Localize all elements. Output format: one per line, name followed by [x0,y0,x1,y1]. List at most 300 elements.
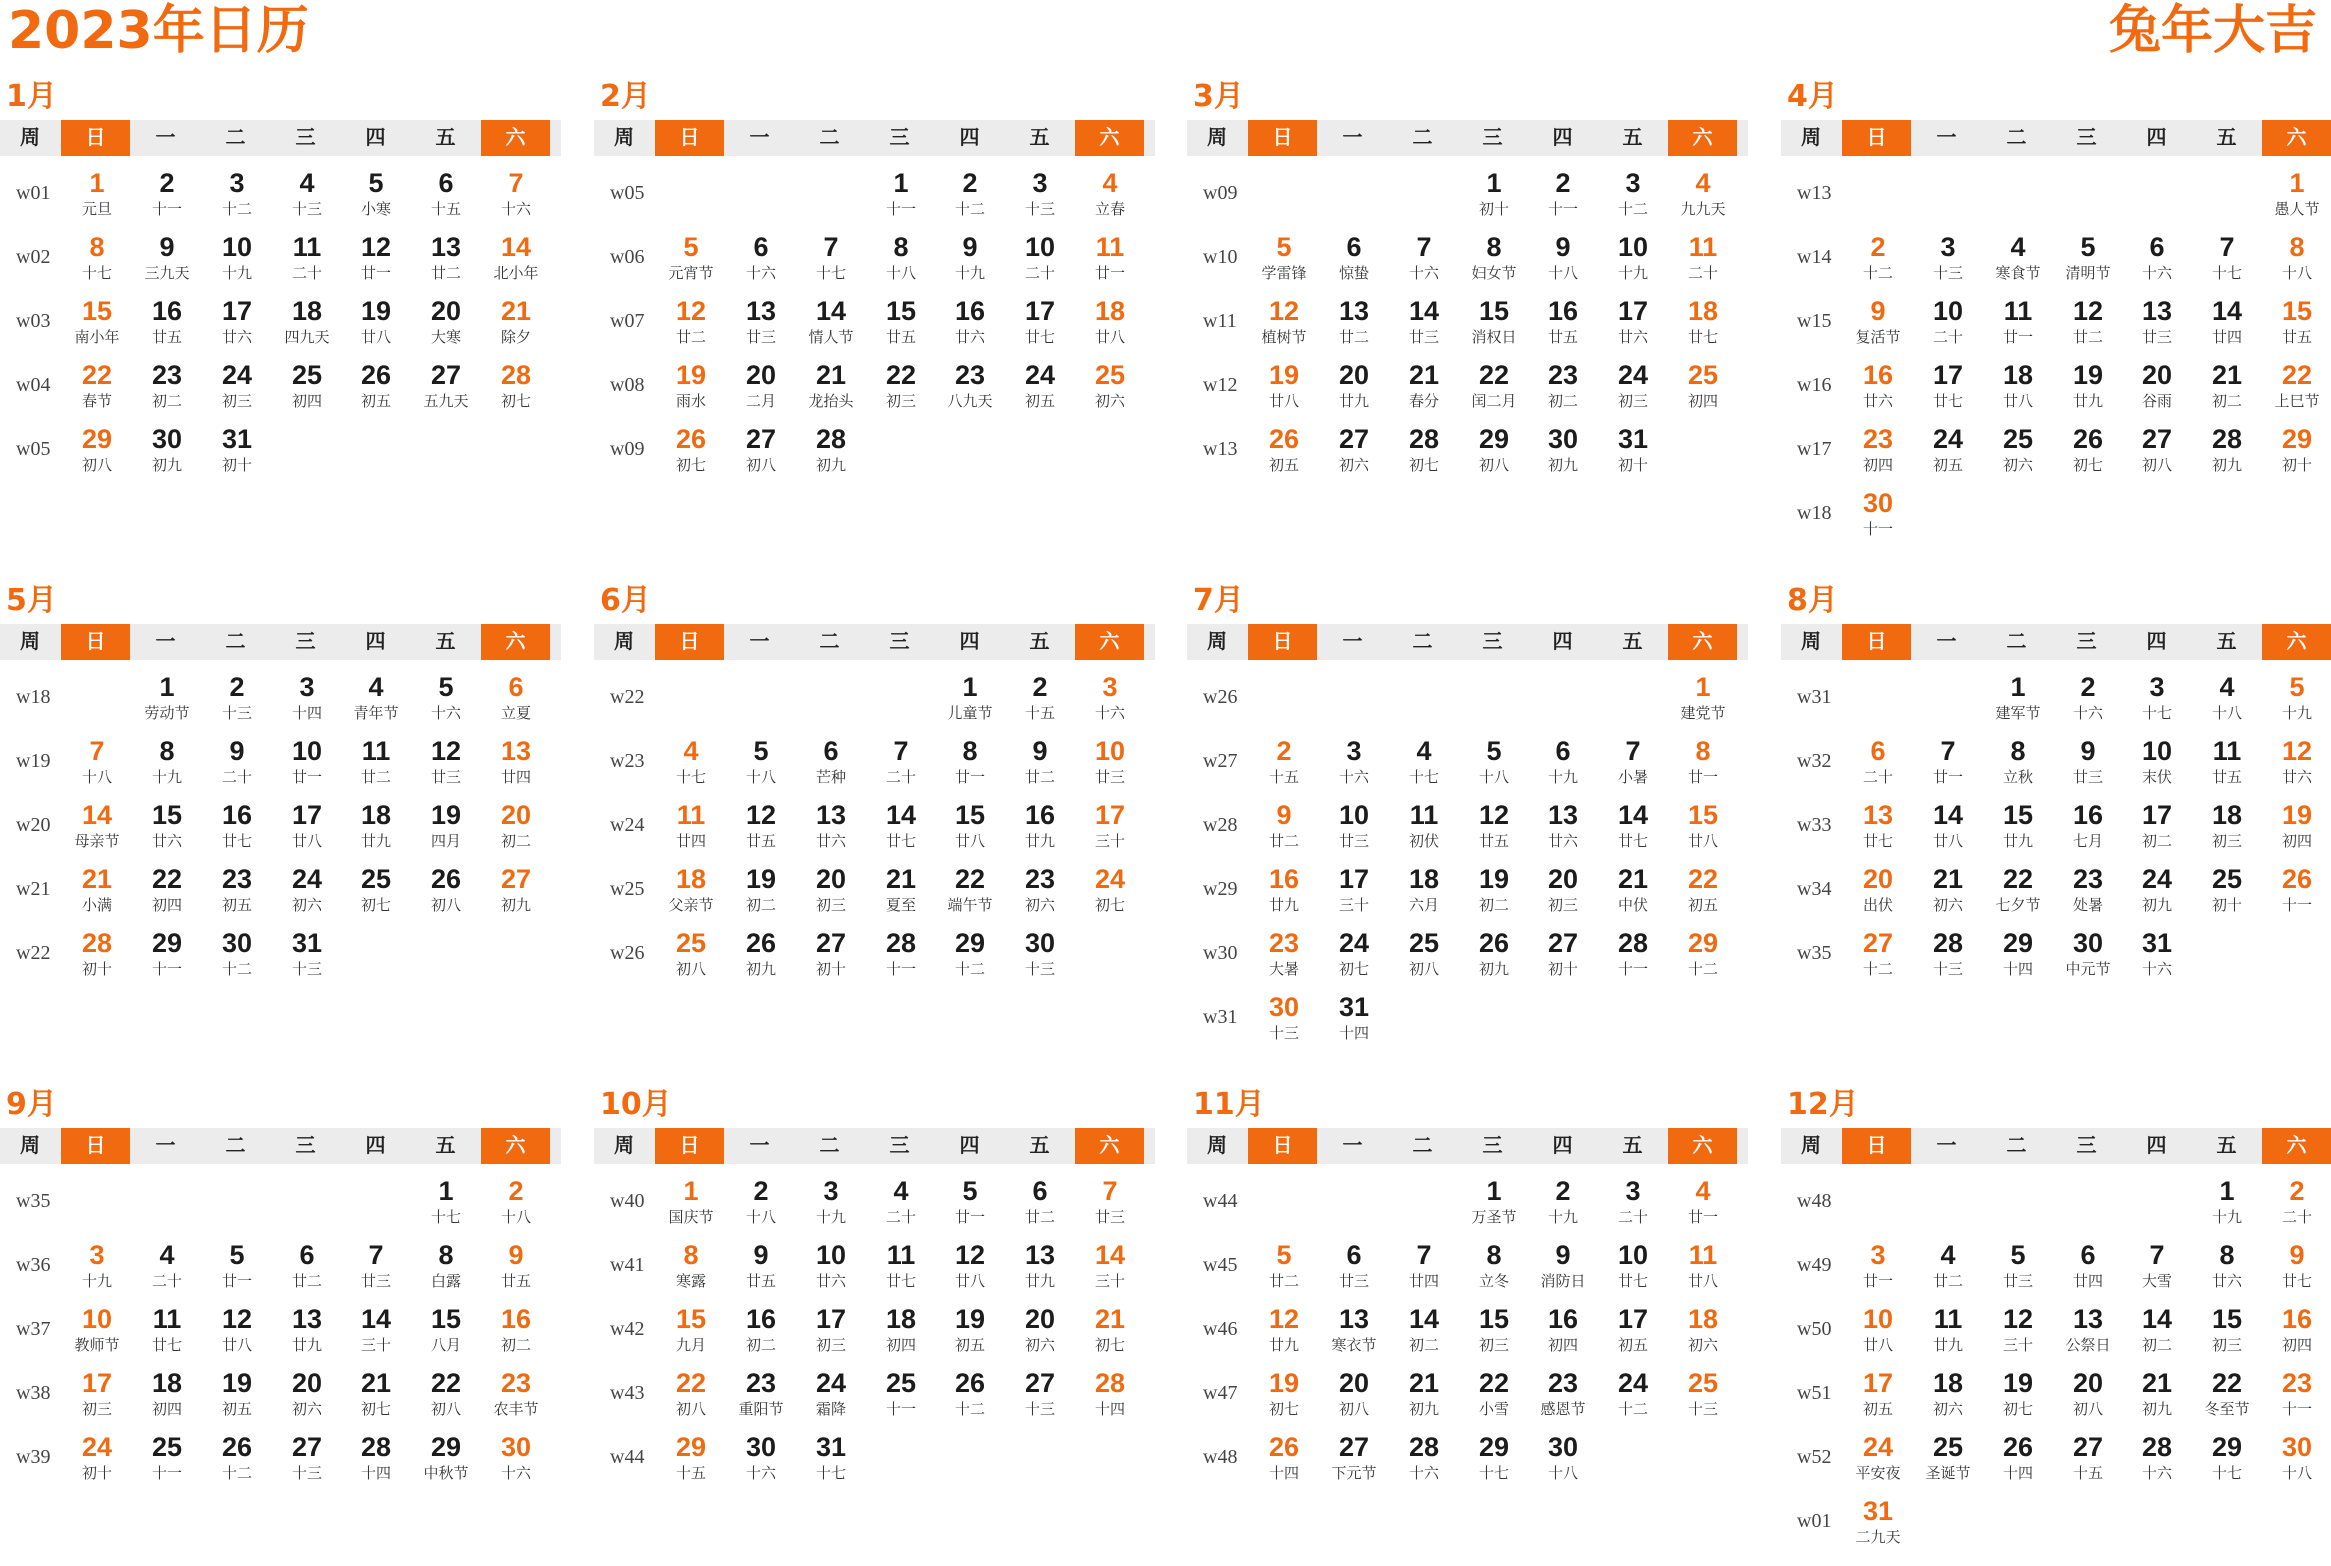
day-cell[interactable] [1843,922,1913,986]
day-cell[interactable] [1843,1234,1913,1298]
day-cell[interactable] [2122,1362,2192,1426]
day-cell[interactable] [1005,354,1075,418]
day-cell[interactable] [1528,226,1598,290]
day-cell[interactable] [1249,354,1319,418]
day-cell[interactable] [2122,922,2192,986]
day-cell[interactable] [866,858,936,922]
day-cell[interactable] [62,858,132,922]
day-cell[interactable] [62,1298,132,1362]
day-cell[interactable] [656,730,726,794]
day-cell[interactable] [62,730,132,794]
day-cell[interactable] [2192,1426,2262,1490]
day-cell[interactable] [2122,1234,2192,1298]
day-cell[interactable] [411,162,481,226]
day-cell[interactable] [2192,226,2262,290]
day-cell[interactable] [132,418,202,482]
day-cell[interactable] [1913,1362,1983,1426]
day-cell[interactable] [796,1298,866,1362]
day-cell[interactable] [726,794,796,858]
day-cell[interactable] [202,226,272,290]
day-cell[interactable] [1389,730,1459,794]
day-cell[interactable] [656,1170,726,1234]
day-cell[interactable] [726,730,796,794]
day-cell[interactable] [481,794,551,858]
day-cell[interactable] [866,922,936,986]
day-cell[interactable] [1843,730,1913,794]
day-cell[interactable] [1668,226,1738,290]
day-cell[interactable] [935,794,1005,858]
day-cell[interactable] [1389,1362,1459,1426]
day-cell[interactable] [411,1170,481,1234]
day-cell[interactable] [1668,1234,1738,1298]
day-cell[interactable] [656,858,726,922]
day-cell[interactable] [935,354,1005,418]
day-cell[interactable] [411,354,481,418]
day-cell[interactable] [1913,354,1983,418]
day-cell[interactable] [62,290,132,354]
day-cell[interactable] [796,858,866,922]
day-cell[interactable] [2192,858,2262,922]
day-cell[interactable] [1528,858,1598,922]
day-cell[interactable] [1598,922,1668,986]
day-cell[interactable] [656,354,726,418]
day-cell[interactable] [1459,1362,1529,1426]
day-cell[interactable] [2122,1298,2192,1362]
day-cell[interactable] [1319,418,1389,482]
day-cell[interactable] [1005,1234,1075,1298]
day-cell[interactable] [1005,1298,1075,1362]
day-cell[interactable] [411,666,481,730]
day-cell[interactable] [1389,354,1459,418]
day-cell[interactable] [272,290,342,354]
day-cell[interactable] [132,354,202,418]
day-cell[interactable] [866,1170,936,1234]
day-cell[interactable] [656,794,726,858]
day-cell[interactable] [656,1234,726,1298]
day-cell[interactable] [202,1362,272,1426]
day-cell[interactable] [2053,226,2123,290]
day-cell[interactable] [2262,666,2331,730]
day-cell[interactable] [2262,1234,2331,1298]
day-cell[interactable] [1319,794,1389,858]
day-cell[interactable] [1075,226,1145,290]
day-cell[interactable] [62,1234,132,1298]
day-cell[interactable] [202,922,272,986]
day-cell[interactable] [2262,1362,2331,1426]
day-cell[interactable] [2122,666,2192,730]
day-cell[interactable] [132,794,202,858]
day-cell[interactable] [1005,794,1075,858]
day-cell[interactable] [272,1298,342,1362]
day-cell[interactable] [2053,1426,2123,1490]
day-cell[interactable] [1389,226,1459,290]
day-cell[interactable] [1913,858,1983,922]
day-cell[interactable] [202,666,272,730]
day-cell[interactable] [62,418,132,482]
day-cell[interactable] [411,730,481,794]
day-cell[interactable] [2192,666,2262,730]
day-cell[interactable] [1983,922,2053,986]
day-cell[interactable] [796,226,866,290]
day-cell[interactable] [1668,794,1738,858]
day-cell[interactable] [2262,418,2331,482]
day-cell[interactable] [1983,1426,2053,1490]
day-cell[interactable] [1983,1362,2053,1426]
day-cell[interactable] [62,922,132,986]
day-cell[interactable] [1319,858,1389,922]
day-cell[interactable] [1668,922,1738,986]
day-cell[interactable] [935,1298,1005,1362]
day-cell[interactable] [726,922,796,986]
day-cell[interactable] [2192,1234,2262,1298]
day-cell[interactable] [2053,666,2123,730]
day-cell[interactable] [1528,922,1598,986]
day-cell[interactable] [1459,1170,1529,1234]
day-cell[interactable] [1983,226,2053,290]
day-cell[interactable] [726,1362,796,1426]
day-cell[interactable] [1005,666,1075,730]
day-cell[interactable] [1843,858,1913,922]
day-cell[interactable] [1459,290,1529,354]
day-cell[interactable] [1075,730,1145,794]
day-cell[interactable] [2262,226,2331,290]
day-cell[interactable] [1075,290,1145,354]
day-cell[interactable] [1843,1426,1913,1490]
day-cell[interactable] [1983,794,2053,858]
day-cell[interactable] [2053,1234,2123,1298]
day-cell[interactable] [1528,162,1598,226]
day-cell[interactable] [202,794,272,858]
day-cell[interactable] [1983,418,2053,482]
day-cell[interactable] [1249,226,1319,290]
day-cell[interactable] [1075,1170,1145,1234]
day-cell[interactable] [935,226,1005,290]
day-cell[interactable] [796,1362,866,1426]
day-cell[interactable] [1668,730,1738,794]
day-cell[interactable] [1983,1234,2053,1298]
day-cell[interactable] [2053,354,2123,418]
day-cell[interactable] [1459,1234,1529,1298]
day-cell[interactable] [1005,226,1075,290]
day-cell[interactable] [481,290,551,354]
day-cell[interactable] [1913,226,1983,290]
day-cell[interactable] [1249,1234,1319,1298]
day-cell[interactable] [1668,1362,1738,1426]
day-cell[interactable] [1668,354,1738,418]
day-cell[interactable] [411,1298,481,1362]
day-cell[interactable] [1598,290,1668,354]
day-cell[interactable] [726,1298,796,1362]
day-cell[interactable] [1913,794,1983,858]
day-cell[interactable] [481,354,551,418]
day-cell[interactable] [481,1298,551,1362]
day-cell[interactable] [1389,858,1459,922]
day-cell[interactable] [656,418,726,482]
day-cell[interactable] [935,290,1005,354]
day-cell[interactable] [132,1298,202,1362]
day-cell[interactable] [1528,1362,1598,1426]
day-cell[interactable] [1528,1298,1598,1362]
day-cell[interactable] [132,730,202,794]
day-cell[interactable] [62,162,132,226]
day-cell[interactable] [726,1234,796,1298]
day-cell[interactable] [1913,1234,1983,1298]
day-cell[interactable] [341,794,411,858]
day-cell[interactable] [1913,418,1983,482]
day-cell[interactable] [935,666,1005,730]
day-cell[interactable] [202,354,272,418]
day-cell[interactable] [656,922,726,986]
day-cell[interactable] [411,290,481,354]
day-cell[interactable] [866,1362,936,1426]
day-cell[interactable] [1005,858,1075,922]
day-cell[interactable] [272,858,342,922]
day-cell[interactable] [132,290,202,354]
day-cell[interactable] [481,1170,551,1234]
day-cell[interactable] [2192,354,2262,418]
day-cell[interactable] [202,290,272,354]
day-cell[interactable] [2122,418,2192,482]
day-cell[interactable] [481,1426,551,1490]
day-cell[interactable] [411,858,481,922]
day-cell[interactable] [1598,1170,1668,1234]
day-cell[interactable] [272,226,342,290]
day-cell[interactable] [1005,290,1075,354]
day-cell[interactable] [796,1234,866,1298]
day-cell[interactable] [1005,730,1075,794]
day-cell[interactable] [866,354,936,418]
day-cell[interactable] [341,1362,411,1426]
day-cell[interactable] [935,1170,1005,1234]
day-cell[interactable] [1459,1426,1529,1490]
day-cell[interactable] [726,290,796,354]
day-cell[interactable] [2122,730,2192,794]
day-cell[interactable] [1459,1298,1529,1362]
day-cell[interactable] [1319,226,1389,290]
day-cell[interactable] [2192,1362,2262,1426]
day-cell[interactable] [1459,794,1529,858]
day-cell[interactable] [2192,290,2262,354]
day-cell[interactable] [656,1362,726,1426]
day-cell[interactable] [1843,794,1913,858]
day-cell[interactable] [411,1362,481,1426]
day-cell[interactable] [1389,922,1459,986]
day-cell[interactable] [1075,354,1145,418]
day-cell[interactable] [1598,794,1668,858]
day-cell[interactable] [866,730,936,794]
day-cell[interactable] [1459,858,1529,922]
day-cell[interactable] [1459,418,1529,482]
day-cell[interactable] [1598,162,1668,226]
day-cell[interactable] [866,1298,936,1362]
day-cell[interactable] [1319,730,1389,794]
day-cell[interactable] [1528,794,1598,858]
day-cell[interactable] [202,730,272,794]
day-cell[interactable] [866,1234,936,1298]
day-cell[interactable] [272,922,342,986]
day-cell[interactable] [1075,794,1145,858]
day-cell[interactable] [2053,1298,2123,1362]
day-cell[interactable] [1528,354,1598,418]
day-cell[interactable] [411,1234,481,1298]
day-cell[interactable] [272,1426,342,1490]
day-cell[interactable] [272,730,342,794]
day-cell[interactable] [272,1362,342,1426]
day-cell[interactable] [2192,794,2262,858]
day-cell[interactable] [202,1234,272,1298]
day-cell[interactable] [2053,290,2123,354]
day-cell[interactable] [272,1234,342,1298]
day-cell[interactable] [1005,1362,1075,1426]
day-cell[interactable] [202,858,272,922]
day-cell[interactable] [1005,1170,1075,1234]
day-cell[interactable] [1319,290,1389,354]
day-cell[interactable] [1913,290,1983,354]
day-cell[interactable] [1249,1362,1319,1426]
day-cell[interactable] [341,162,411,226]
day-cell[interactable] [2262,162,2331,226]
day-cell[interactable] [1843,1362,1913,1426]
day-cell[interactable] [2262,730,2331,794]
day-cell[interactable] [1249,1426,1319,1490]
day-cell[interactable] [481,1362,551,1426]
day-cell[interactable] [202,1426,272,1490]
day-cell[interactable] [341,1234,411,1298]
day-cell[interactable] [1598,1362,1668,1426]
day-cell[interactable] [2262,290,2331,354]
day-cell[interactable] [1075,1234,1145,1298]
day-cell[interactable] [1389,1234,1459,1298]
day-cell[interactable] [132,162,202,226]
day-cell[interactable] [2053,418,2123,482]
day-cell[interactable] [796,1170,866,1234]
day-cell[interactable] [202,162,272,226]
day-cell[interactable] [1005,162,1075,226]
day-cell[interactable] [1668,162,1738,226]
day-cell[interactable] [726,1170,796,1234]
day-cell[interactable] [1843,354,1913,418]
day-cell[interactable] [2192,1170,2262,1234]
day-cell[interactable] [2262,354,2331,418]
day-cell[interactable] [1983,354,2053,418]
day-cell[interactable] [1843,1490,1913,1554]
day-cell[interactable] [481,858,551,922]
day-cell[interactable] [1075,666,1145,730]
day-cell[interactable] [1528,1426,1598,1490]
day-cell[interactable] [2053,794,2123,858]
day-cell[interactable] [1389,794,1459,858]
day-cell[interactable] [1249,290,1319,354]
day-cell[interactable] [1598,730,1668,794]
day-cell[interactable] [935,730,1005,794]
day-cell[interactable] [1249,1298,1319,1362]
day-cell[interactable] [481,1234,551,1298]
day-cell[interactable] [796,794,866,858]
day-cell[interactable] [481,226,551,290]
day-cell[interactable] [866,226,936,290]
day-cell[interactable] [2122,858,2192,922]
day-cell[interactable] [341,354,411,418]
day-cell[interactable] [1528,1170,1598,1234]
day-cell[interactable] [1528,730,1598,794]
day-cell[interactable] [796,354,866,418]
day-cell[interactable] [2053,922,2123,986]
day-cell[interactable] [1319,1234,1389,1298]
day-cell[interactable] [2122,354,2192,418]
day-cell[interactable] [866,162,936,226]
day-cell[interactable] [132,922,202,986]
day-cell[interactable] [1598,858,1668,922]
day-cell[interactable] [341,858,411,922]
day-cell[interactable] [1983,858,2053,922]
day-cell[interactable] [2192,418,2262,482]
day-cell[interactable] [1913,1298,1983,1362]
day-cell[interactable] [132,858,202,922]
day-cell[interactable] [1528,290,1598,354]
day-cell[interactable] [132,226,202,290]
day-cell[interactable] [726,354,796,418]
day-cell[interactable] [726,226,796,290]
day-cell[interactable] [1249,794,1319,858]
day-cell[interactable] [796,1426,866,1490]
day-cell[interactable] [1459,354,1529,418]
day-cell[interactable] [1983,730,2053,794]
day-cell[interactable] [2192,1298,2262,1362]
day-cell[interactable] [1983,290,2053,354]
day-cell[interactable] [1598,1234,1668,1298]
day-cell[interactable] [62,794,132,858]
day-cell[interactable] [1319,354,1389,418]
day-cell[interactable] [1249,858,1319,922]
day-cell[interactable] [866,290,936,354]
day-cell[interactable] [2262,858,2331,922]
day-cell[interactable] [796,418,866,482]
day-cell[interactable] [202,1298,272,1362]
day-cell[interactable] [1075,162,1145,226]
day-cell[interactable] [481,666,551,730]
day-cell[interactable] [2053,858,2123,922]
day-cell[interactable] [481,730,551,794]
day-cell[interactable] [726,858,796,922]
day-cell[interactable] [1668,290,1738,354]
day-cell[interactable] [2122,794,2192,858]
day-cell[interactable] [1668,1170,1738,1234]
day-cell[interactable] [726,418,796,482]
day-cell[interactable] [1598,1298,1668,1362]
day-cell[interactable] [1075,1298,1145,1362]
day-cell[interactable] [62,226,132,290]
day-cell[interactable] [341,1426,411,1490]
day-cell[interactable] [1075,858,1145,922]
day-cell[interactable] [1319,922,1389,986]
day-cell[interactable] [1598,354,1668,418]
day-cell[interactable] [2262,1298,2331,1362]
day-cell[interactable] [1528,1234,1598,1298]
day-cell[interactable] [1459,922,1529,986]
day-cell[interactable] [656,1426,726,1490]
day-cell[interactable] [1668,666,1738,730]
day-cell[interactable] [1913,730,1983,794]
day-cell[interactable] [411,226,481,290]
day-cell[interactable] [796,922,866,986]
day-cell[interactable] [796,730,866,794]
day-cell[interactable] [1389,1298,1459,1362]
day-cell[interactable] [935,162,1005,226]
day-cell[interactable] [481,162,551,226]
day-cell[interactable] [1319,986,1389,1050]
day-cell[interactable] [1598,226,1668,290]
day-cell[interactable] [1249,418,1319,482]
